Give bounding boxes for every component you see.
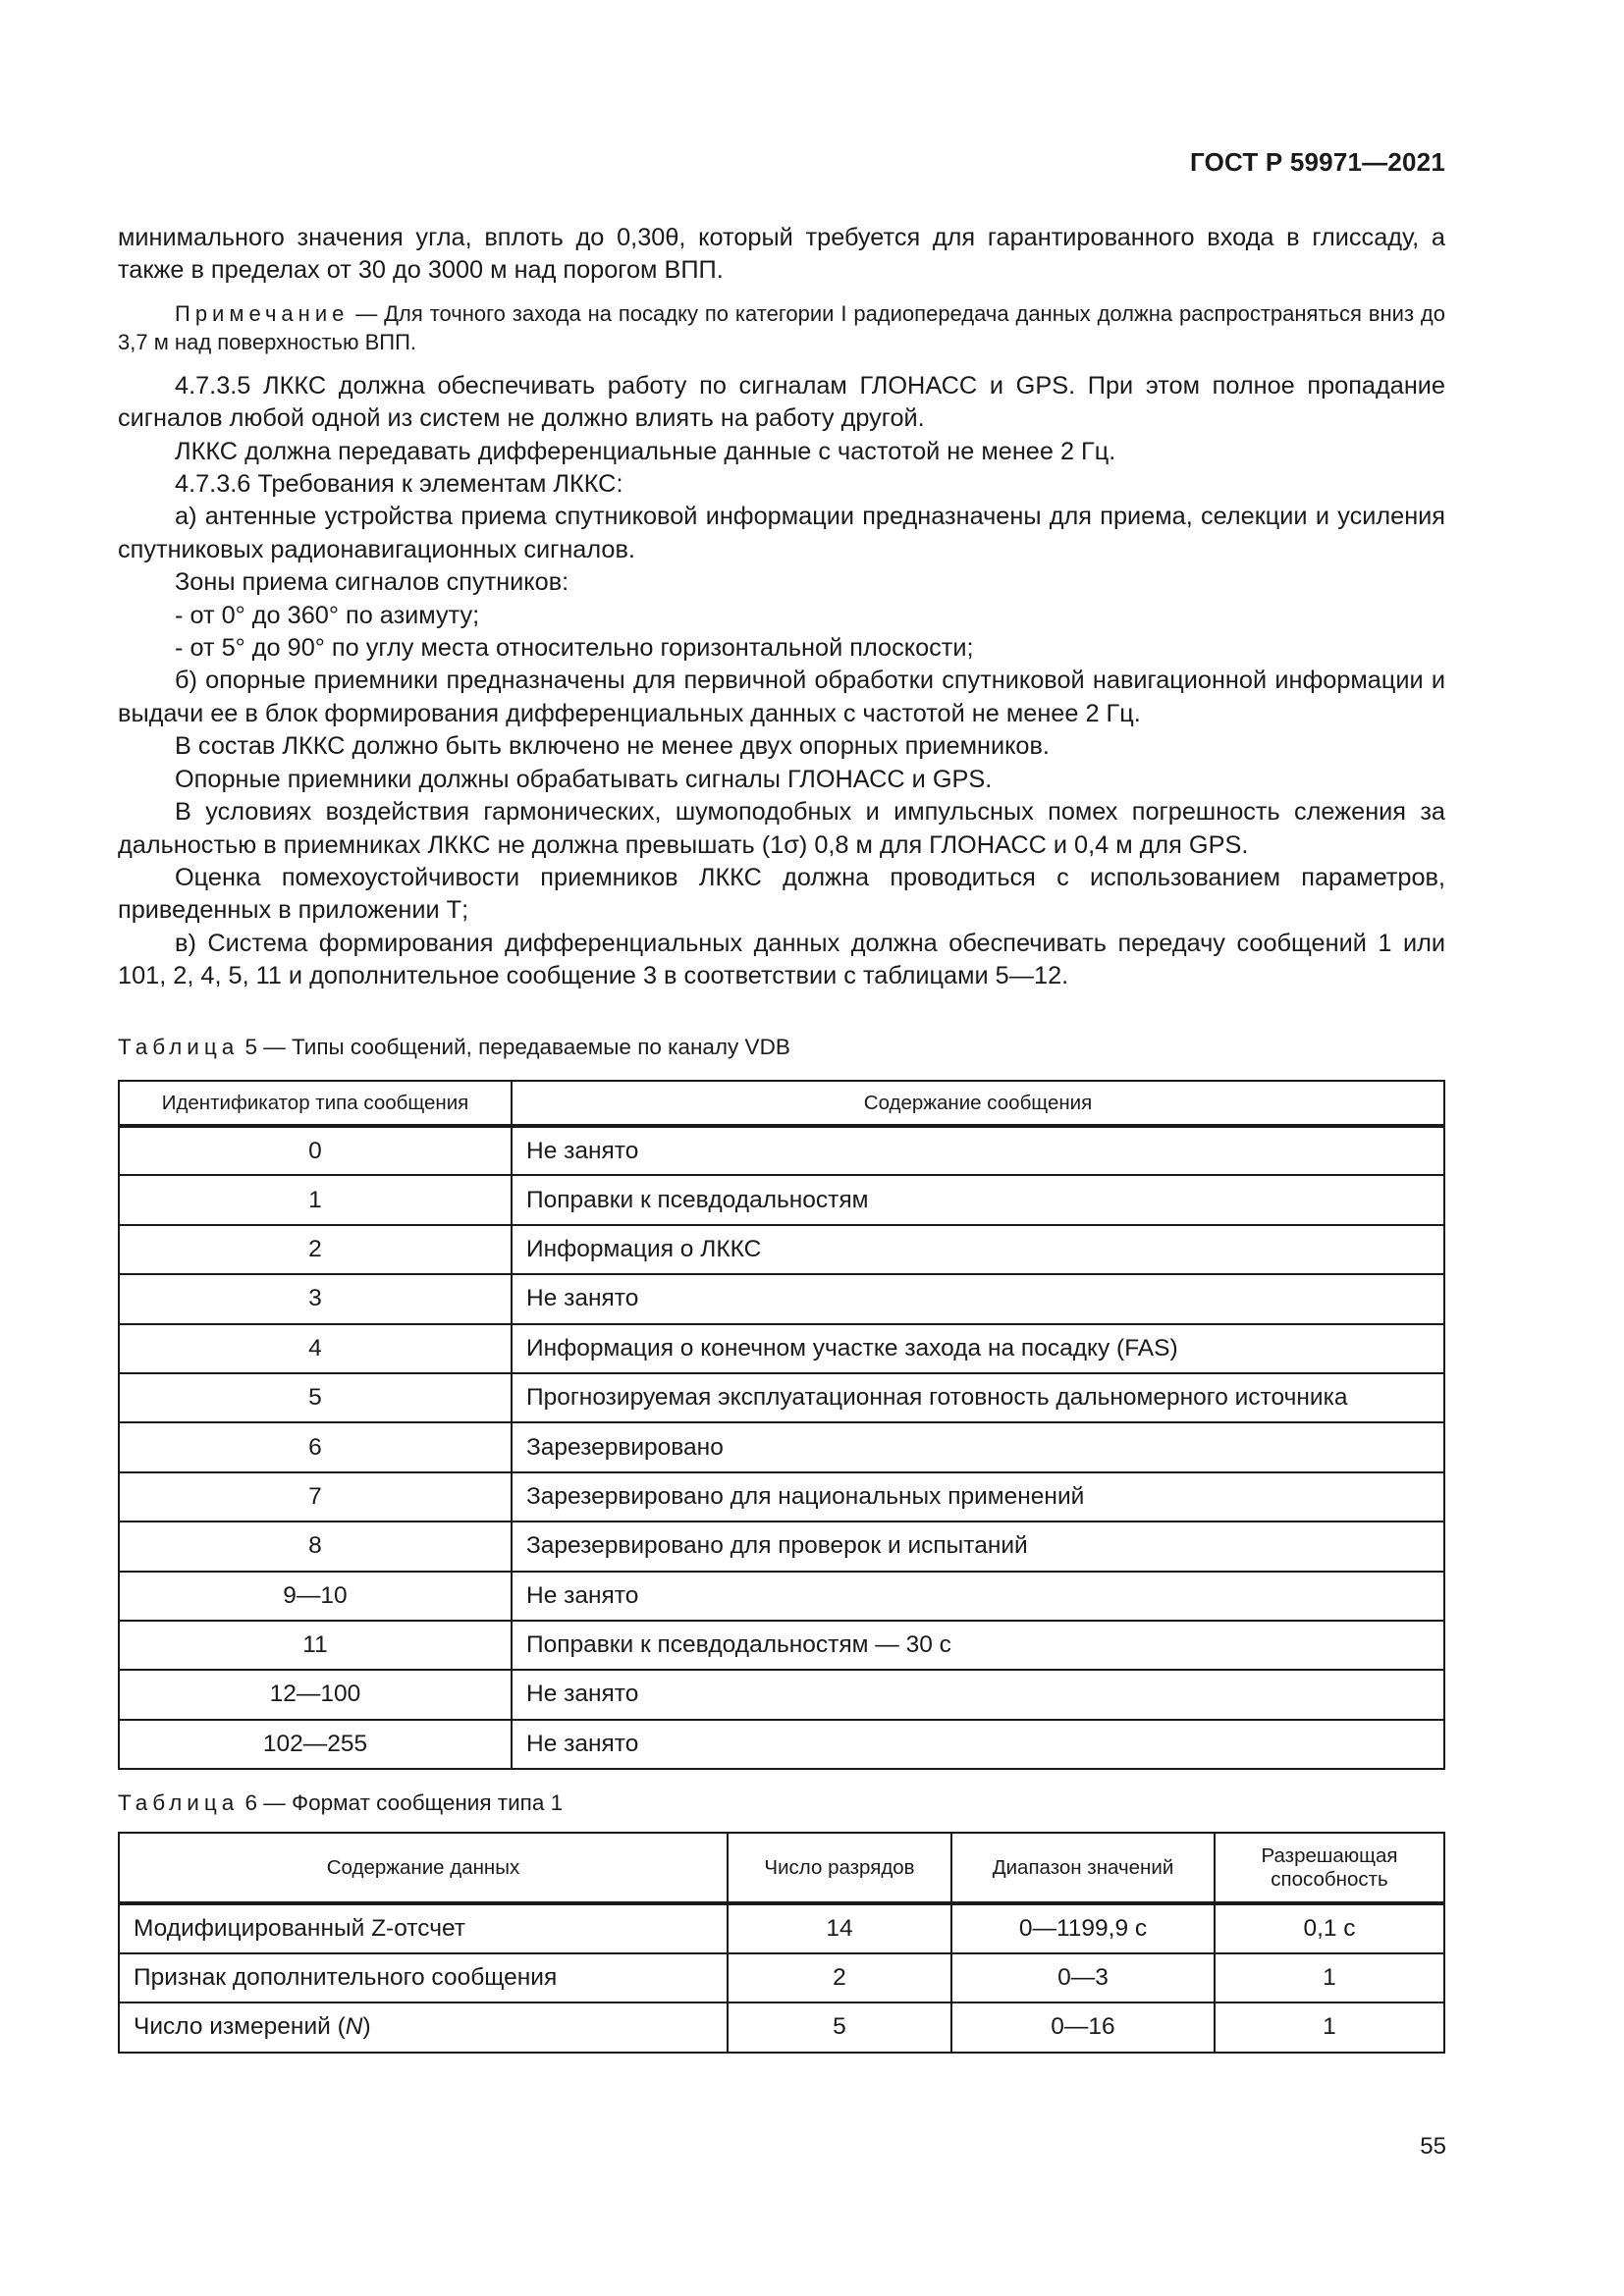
body-text (118, 222, 1445, 993)
table-cell: Информация о конечном участке захода на посадку (FAS) (512, 1324, 1444, 1373)
table-cell: 5 (728, 2002, 951, 2053)
table-cell: 12—100 (119, 1670, 512, 1719)
table-row (119, 1670, 1444, 1719)
column-header: Идентификатор типа сообщения (119, 1081, 512, 1126)
table-cell: 4 (119, 1324, 512, 1373)
column-header: Число разрядов (728, 1833, 951, 1903)
table-row (119, 1225, 1444, 1274)
column-header: Содержание данных (119, 1833, 728, 1903)
table-cell: Модифицированный Z-отсчет (119, 1903, 728, 1953)
table-row (119, 2002, 1444, 2053)
paragraph-zones: Зоны приема сигналов спутников: (175, 568, 569, 597)
table-cell: Зарезервировано (512, 1422, 1444, 1471)
table-cell: 8 (119, 1522, 512, 1571)
table6-caption-label: Таблица (118, 1790, 240, 1815)
note-text: — Для точного захода на посадку по категории I радиопередача данных должна распространяться вниз до 3,7 м над поверхностью ВПП. (118, 300, 1445, 354)
table-cell: 1 (1215, 2002, 1444, 2053)
note-label: Примечание (175, 300, 350, 326)
table-cell: Прогнозируемая эксплуатационная готовность дальномерного источника (512, 1373, 1444, 1422)
paragraph-item-b: б) опорные приемники предназначены для первичной обработки спутниковой навигационной информации и выдачи ее в блок формирования дифференциальных данных с частотой не менее 2 Гц. (118, 667, 1445, 727)
table-cell: Не занято (512, 1126, 1444, 1175)
table-cell: 7 (119, 1472, 512, 1522)
paragraph-two-receivers: В состав ЛККС должно быть включено не менее двух опорных приемников. (175, 732, 1050, 761)
table-header-row (119, 1081, 1444, 1126)
table-cell: 2 (728, 1953, 951, 2003)
table-row (119, 1274, 1444, 1323)
table-row (119, 1522, 1444, 1571)
table6-caption-text: 6 — Формат сообщения типа 1 (239, 1790, 564, 1815)
table-cell: 3 (119, 1274, 512, 1323)
table-row (119, 1953, 1444, 2003)
table-cell: 11 (119, 1621, 512, 1670)
table-cell: 0,1 с (1215, 1903, 1444, 1953)
column-header: Разрешающая способность (1215, 1833, 1444, 1903)
column-header: Диапазон значений (951, 1833, 1215, 1903)
paragraph-zone-azimuth: - от 0° до 360° по азимуту; (175, 601, 480, 629)
table-cell: Поправки к псевдодальностям (512, 1175, 1444, 1224)
paragraph-item-a: а) антенные устройства приема спутниковой информации предназначены для приема, селекции и усиления спутниковых радионавигационных сигналов. (118, 503, 1445, 563)
table-cell: Информация о ЛККС (512, 1225, 1444, 1274)
paragraph-signals: Опорные приемники должны обрабатывать сигналы ГЛОНАСС и GPS. (175, 765, 993, 793)
table5-caption (118, 1035, 790, 1060)
table5-caption-text: 5 — Типы сообщений, передаваемые по каналу VDB (239, 1035, 790, 1059)
paragraph-zone-elevation: - от 5° до 90° по углу места относительно горизонтальной плоскости; (175, 634, 974, 663)
table-cell (119, 2002, 728, 2053)
table6-message-format (118, 1832, 1445, 2054)
table-cell: Не занято (512, 1670, 1444, 1719)
table-cell: 0—1199,9 с (951, 1903, 1215, 1953)
table-cell: 0 (119, 1126, 512, 1175)
cell-text: ) (362, 2013, 371, 2041)
table-cell: 14 (728, 1903, 951, 1953)
table-cell: Признак дополнительного сообщения (119, 1953, 728, 2003)
table5-caption-label: Таблица (118, 1035, 240, 1059)
table-cell: Поправки к псевдодальностям — 30 с (512, 1621, 1444, 1670)
table6-caption (118, 1790, 563, 1816)
table-header-row (119, 1833, 1444, 1903)
paragraph-4-7-3-5: 4.7.3.5 ЛККС должна обеспечивать работу по сигналам ГЛОНАСС и GPS. При этом полное пропадание сигналов любой одной из систем не должно влиять на работу другой. (118, 371, 1445, 433)
table-cell: Зарезервировано для национальных применений (512, 1472, 1444, 1522)
table-row (119, 1903, 1444, 1953)
table-row (119, 1373, 1444, 1422)
table-cell: 5 (119, 1373, 512, 1422)
table-row (119, 1572, 1444, 1621)
table-cell: 0—16 (951, 2002, 1215, 2053)
table-row (119, 1324, 1444, 1373)
cell-text: Число измерений ( (134, 2013, 346, 2041)
table-cell: Не занято (512, 1572, 1444, 1621)
table-cell: 1 (119, 1175, 512, 1224)
italic-symbol: N (345, 2013, 363, 2041)
table-row (119, 1720, 1444, 1769)
document-code: ГОСТ Р 59971—2021 (1190, 147, 1445, 177)
table-row (119, 1175, 1444, 1224)
paragraph-intro: минимального значения угла, вплоть до 0,30θ, который требуется для гарантированного входа в глиссаду, а также в пределах от 30 до 3000 м над порогом ВПП. (118, 224, 1445, 285)
table-row (119, 1422, 1444, 1471)
paragraph-noise: В условиях воздействия гармонических, шумоподобных и импульсных помех погрешность слежения за дальностью в приемниках ЛККС не должна превышать (1σ) 0,8 м для ГЛОНАСС и 0,4 м для GPS. (118, 798, 1445, 859)
table-row (119, 1621, 1444, 1670)
paragraph-evaluation: Оценка помехоустойчивости приемников ЛККС должна проводиться с использованием параметров, приведенных в приложении Т; (118, 863, 1445, 925)
note (118, 299, 1445, 356)
table5-message-types (118, 1080, 1445, 1770)
table-cell: Не занято (512, 1720, 1444, 1769)
table-cell: 102—255 (119, 1720, 512, 1769)
table-cell: 9—10 (119, 1572, 512, 1621)
table-row (119, 1126, 1444, 1175)
table-cell: 1 (1215, 1953, 1444, 2003)
table-cell: 2 (119, 1225, 512, 1274)
table-cell: Зарезервировано для проверок и испытаний (512, 1522, 1444, 1571)
paragraph-frequency: ЛККС должна передавать дифференциальные данные с частотой не менее 2 Гц. (175, 437, 1116, 465)
paragraph-4-7-3-6: 4.7.3.6 Требования к элементам ЛККС: (175, 470, 623, 499)
table-cell: Не занято (512, 1274, 1444, 1323)
table-row (119, 1472, 1444, 1522)
table-cell: 6 (119, 1422, 512, 1471)
paragraph-item-v: в) Система формирования дифференциальных данных должна обеспечивать передачу сообщений 1 или 101, 2, 4, 5, 11 и дополнительное сообщение 3 в соответствии с таблицами 5—12. (118, 929, 1445, 990)
column-header: Содержание сообщения (512, 1081, 1444, 1126)
page-number: 55 (1420, 2133, 1446, 2160)
table-cell: 0—3 (951, 1953, 1215, 2003)
